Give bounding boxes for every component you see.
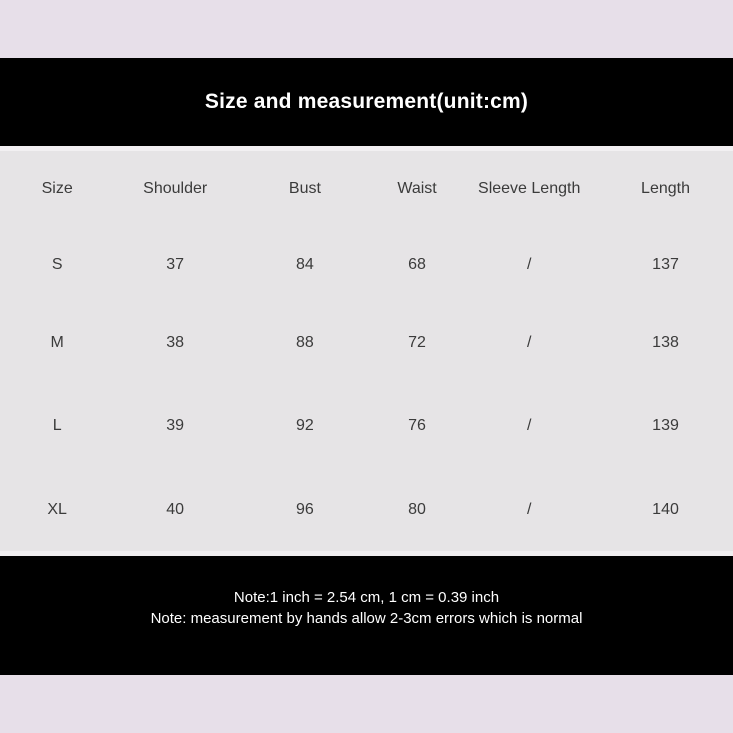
cell-s-size: S bbox=[51, 255, 63, 273]
cell-xl-waist: 80 bbox=[408, 500, 426, 518]
cell-s-waist: 68 bbox=[408, 255, 426, 273]
column-header-sleeve-length: Sleeve Length bbox=[478, 179, 581, 197]
cell-m-length: 138 bbox=[652, 334, 679, 351]
column-header-waist: Waist bbox=[397, 179, 437, 197]
table-row-xl bbox=[0, 468, 733, 551]
cell-xl-length: 140 bbox=[652, 500, 679, 518]
cell-m-waist: 72 bbox=[408, 334, 426, 351]
cell-l-length: 139 bbox=[652, 416, 679, 434]
top-margin bbox=[0, 0, 733, 58]
cell-m-sleeve-length: / bbox=[526, 334, 532, 351]
column-header-size: Size bbox=[41, 179, 73, 197]
cell-s-sleeve-length: / bbox=[526, 255, 532, 273]
cell-xl-bust: 96 bbox=[296, 500, 314, 518]
cell-l-bust: 92 bbox=[296, 416, 314, 434]
bottom-margin bbox=[0, 675, 733, 733]
cell-m-bust: 88 bbox=[296, 334, 314, 351]
cell-xl-size: XL bbox=[47, 500, 67, 518]
size-table bbox=[0, 146, 733, 556]
cell-xl-shoulder: 40 bbox=[166, 500, 185, 518]
cell-m-size: M bbox=[50, 334, 64, 351]
cell-xl-sleeve-length: / bbox=[526, 500, 532, 518]
column-header-bust: Bust bbox=[288, 179, 321, 197]
cell-l-shoulder: 39 bbox=[166, 416, 185, 434]
table-row-s bbox=[0, 226, 733, 303]
table-row-m bbox=[0, 303, 733, 383]
note-bar bbox=[0, 556, 733, 675]
table-header-row bbox=[0, 151, 733, 226]
cell-l-size: L bbox=[52, 416, 62, 434]
column-header-length: Length bbox=[641, 179, 690, 197]
note-line-1: Note:1 inch = 2.54 cm, 1 cm = 0.39 inch bbox=[233, 589, 500, 606]
cell-m-shoulder: 38 bbox=[166, 334, 185, 351]
title-bar bbox=[0, 58, 733, 146]
cell-s-length: 137 bbox=[652, 255, 679, 273]
cell-l-waist: 76 bbox=[408, 416, 426, 434]
table-row-l bbox=[0, 383, 733, 468]
cell-s-shoulder: 37 bbox=[166, 255, 185, 273]
page-title: Size and measurement(unit:cm) bbox=[204, 90, 529, 113]
cell-l-sleeve-length: / bbox=[526, 416, 532, 434]
note-line-2: Note: measurement by hands allow 2-3cm errors which is normal bbox=[150, 610, 583, 627]
column-header-shoulder: Shoulder bbox=[143, 179, 208, 197]
cell-s-bust: 84 bbox=[296, 255, 314, 273]
